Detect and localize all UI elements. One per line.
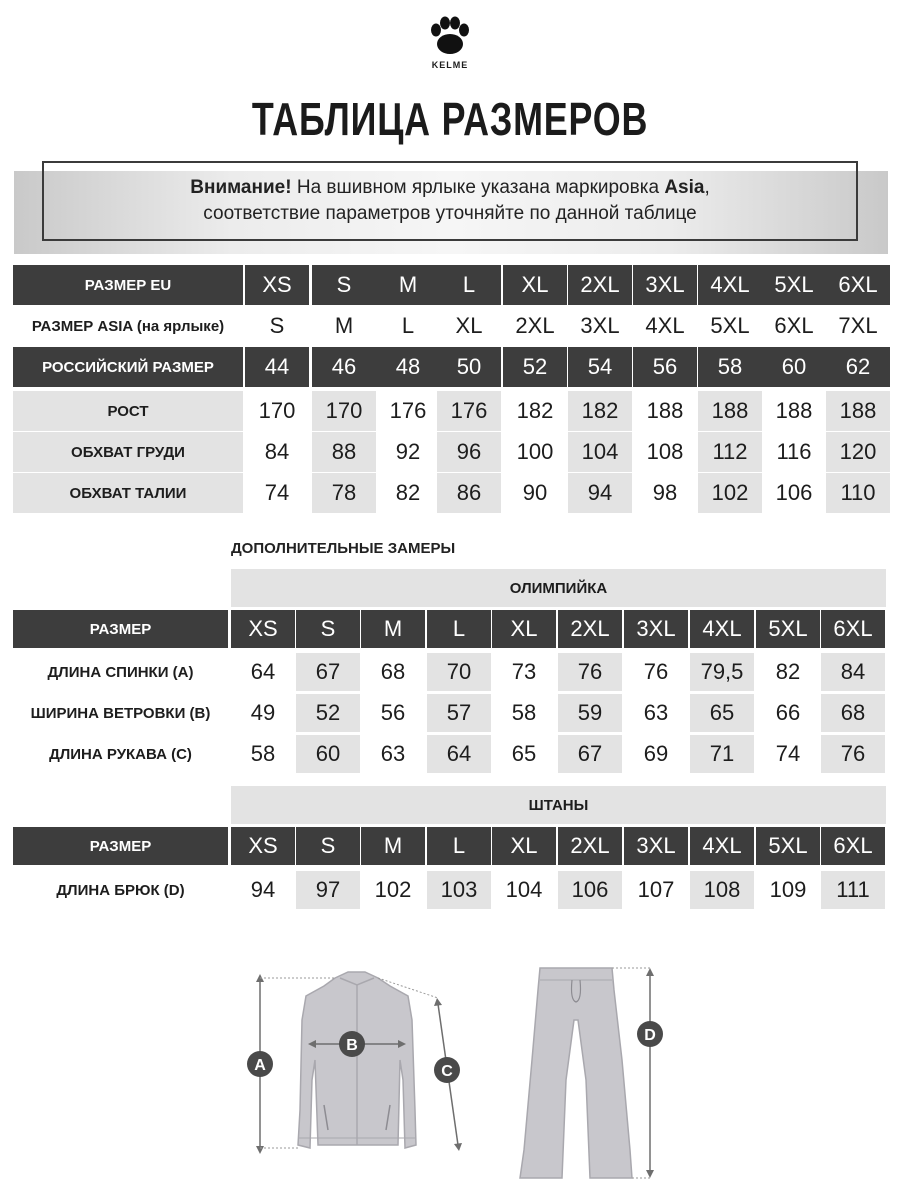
main-cell: 48 [376, 347, 440, 387]
main-cell: 182 [503, 391, 567, 431]
jacket-size-header: 3XL [624, 610, 688, 648]
jacket-cell: 67 [558, 735, 622, 773]
main-cell: 90 [503, 473, 567, 513]
paw-icon [420, 10, 480, 60]
main-cell: XL [503, 265, 567, 305]
main-cell: 120 [826, 432, 890, 472]
jacket-cell: 65 [690, 694, 754, 732]
main-cell: 98 [633, 473, 697, 513]
jacket-cell: 64 [231, 653, 295, 691]
marker-c-label: C [441, 1063, 453, 1080]
logo-text: KELME [431, 60, 469, 70]
jacket-cell: 63 [624, 694, 688, 732]
jacket-cell: 82 [756, 653, 820, 691]
pants-size-label: РАЗМЕР [13, 827, 228, 865]
main-cell: 102 [698, 473, 762, 513]
main-cell: 188 [826, 391, 890, 431]
jacket-cell: 58 [492, 694, 556, 732]
jacket-cell: 59 [558, 694, 622, 732]
notice-box [42, 161, 858, 241]
pants-cell: 111 [821, 871, 885, 909]
main-cell: 7XL [838, 313, 878, 338]
pants-cell: 108 [690, 871, 754, 909]
jacket-size-header: M [361, 610, 425, 648]
pants-section-title: ШТАНЫ [231, 786, 886, 824]
main-cell: M [376, 265, 440, 305]
main-cell: XS [245, 265, 309, 305]
main-row-label: РАЗМЕР ASIA (на ярлыке) [13, 307, 243, 345]
main-row-label: ОБХВАТ ГРУДИ [13, 432, 243, 472]
jacket-row-label: ДЛИНА РУКАВА (C) [13, 735, 228, 773]
main-cell: 2XL [515, 313, 555, 338]
main-cell: 44 [245, 347, 309, 387]
pants-row-label: ДЛИНА БРЮК (D) [13, 871, 228, 909]
pants-cell: 109 [756, 871, 820, 909]
jacket-cell: 69 [624, 735, 688, 773]
notice-line-1 [44, 175, 856, 201]
jacket-cell: 76 [624, 653, 688, 691]
main-cell: 116 [762, 432, 826, 472]
main-cell: L [437, 265, 501, 305]
main-cell: XL [455, 313, 483, 338]
jacket-cell: 73 [492, 653, 556, 691]
main-cell: 188 [633, 391, 697, 431]
main-cell: 170 [245, 391, 309, 431]
notice-comma: , [704, 177, 710, 198]
jacket-size-header: 4XL [690, 610, 754, 648]
jacket-illustration [298, 972, 416, 1148]
jacket-cell: 58 [231, 735, 295, 773]
jacket-cell: 70 [427, 653, 491, 691]
main-cell: 3XL [580, 313, 620, 338]
main-row-label: РОСТ [13, 391, 243, 431]
main-cell: 5XL [762, 265, 826, 305]
jacket-cell: 57 [427, 694, 491, 732]
pants-size-header: 3XL [624, 827, 688, 865]
jacket-cell: 66 [756, 694, 820, 732]
main-cell: 86 [437, 473, 501, 513]
pants-cell: 107 [624, 871, 688, 909]
pants-size-header: L [427, 827, 491, 865]
main-cell: 104 [568, 432, 632, 472]
notice-text-1: На вшивном ярлыке указана маркировка [291, 177, 665, 198]
pants-cell: 102 [361, 871, 425, 909]
jacket-cell: 60 [296, 735, 360, 773]
main-cell: L [401, 313, 415, 338]
jacket-size-header: 5XL [756, 610, 820, 648]
main-cell: 112 [698, 432, 762, 472]
main-cell: 106 [762, 473, 826, 513]
extra-measurements-title: ДОПОЛНИТЕЛЬНЫЕ ЗАМЕРЫ [231, 540, 456, 557]
main-cell: 182 [568, 391, 632, 431]
jacket-cell: 84 [821, 653, 885, 691]
kelme-logo [420, 10, 480, 74]
jacket-size-label: РАЗМЕР [13, 610, 228, 648]
jacket-cell: 63 [361, 735, 425, 773]
main-cell: 74 [245, 473, 309, 513]
main-cell: 176 [376, 391, 440, 431]
main-cell: 94 [568, 473, 632, 513]
pants-size-header: XS [231, 827, 295, 865]
main-row-label: ОБХВАТ ТАЛИИ [13, 473, 243, 513]
jacket-cell: 64 [427, 735, 491, 773]
jacket-section-title: ОЛИМПИЙКА [231, 569, 886, 607]
main-cell: M [334, 313, 354, 338]
main-cell: 62 [826, 347, 890, 387]
main-cell: 96 [437, 432, 501, 472]
main-cell: 2XL [568, 265, 632, 305]
pants-size-header: 4XL [690, 827, 754, 865]
garment-diagram [240, 960, 700, 1185]
jacket-cell: 49 [231, 694, 295, 732]
main-cell: 6XL [826, 265, 890, 305]
jacket-cell: 76 [821, 735, 885, 773]
main-cell: 78 [312, 473, 376, 513]
main-cell: 6XL [774, 313, 814, 338]
main-cell: S [312, 265, 376, 305]
pants-size-header: M [361, 827, 425, 865]
jacket-size-header: XS [231, 610, 295, 648]
main-cell: 52 [503, 347, 567, 387]
main-cell: 54 [568, 347, 632, 387]
pants-size-header: 6XL [821, 827, 885, 865]
jacket-cell: 68 [821, 694, 885, 732]
jacket-cell: 74 [756, 735, 820, 773]
main-cell: 84 [245, 432, 309, 472]
pants-size-header: 2XL [558, 827, 622, 865]
notice-asia: Asia [664, 177, 705, 198]
jacket-cell: 52 [296, 694, 360, 732]
pants-size-header: 5XL [756, 827, 820, 865]
main-cell: 170 [312, 391, 376, 431]
main-cell: 176 [437, 391, 501, 431]
pants-cell: 94 [231, 871, 295, 909]
marker-b-label: B [346, 1037, 358, 1054]
main-cell: 50 [437, 347, 501, 387]
jacket-size-header: 6XL [821, 610, 885, 648]
main-cell: 82 [376, 473, 440, 513]
page-title: ТАБЛИЦА РАЗМЕРОВ [251, 93, 649, 145]
main-cell: 4XL [645, 313, 685, 338]
main-cell: 5XL [710, 313, 750, 338]
jacket-cell: 56 [361, 694, 425, 732]
jacket-size-header: 2XL [558, 610, 622, 648]
marker-a-label: A [254, 1057, 266, 1074]
pants-cell: 103 [427, 871, 491, 909]
main-cell: 56 [633, 347, 697, 387]
jacket-cell: 71 [690, 735, 754, 773]
main-cell: 58 [698, 347, 762, 387]
main-cell: S [269, 313, 285, 338]
jacket-cell: 68 [361, 653, 425, 691]
pants-size-header: XL [492, 827, 556, 865]
main-cell: 188 [698, 391, 762, 431]
main-cell: 60 [762, 347, 826, 387]
main-cell: 88 [312, 432, 376, 472]
jacket-row-label: ДЛИНА СПИНКИ (A) [13, 653, 228, 691]
main-cell: 108 [633, 432, 697, 472]
main-cell: 92 [376, 432, 440, 472]
main-cell: 188 [762, 391, 826, 431]
jacket-cell: 79,5 [690, 653, 754, 691]
jacket-size-header: XL [492, 610, 556, 648]
notice-attention: Внимание! [190, 177, 292, 198]
main-cell: 110 [826, 473, 890, 513]
pants-size-header: S [296, 827, 360, 865]
marker-d-label: D [644, 1027, 656, 1044]
main-cell: 4XL [698, 265, 762, 305]
main-cell: 46 [312, 347, 376, 387]
pants-cell: 104 [492, 871, 556, 909]
jacket-cell: 76 [558, 653, 622, 691]
jacket-cell: 67 [296, 653, 360, 691]
notice-line-2: соответствие параметров уточняйте по данной таблице [203, 203, 697, 224]
main-row-label: РАЗМЕР EU [13, 265, 243, 305]
jacket-row-label: ШИРИНА ВЕТРОВКИ (B) [13, 694, 228, 732]
pants-cell: 106 [558, 871, 622, 909]
jacket-size-header: S [296, 610, 360, 648]
jacket-size-header: L [427, 610, 491, 648]
main-row-label: РОССИЙСКИЙ РАЗМЕР [13, 347, 243, 387]
jacket-cell: 65 [492, 735, 556, 773]
main-cell: 100 [503, 432, 567, 472]
pants-illustration [520, 968, 632, 1178]
main-cell: 3XL [633, 265, 697, 305]
pants-cell: 97 [296, 871, 360, 909]
